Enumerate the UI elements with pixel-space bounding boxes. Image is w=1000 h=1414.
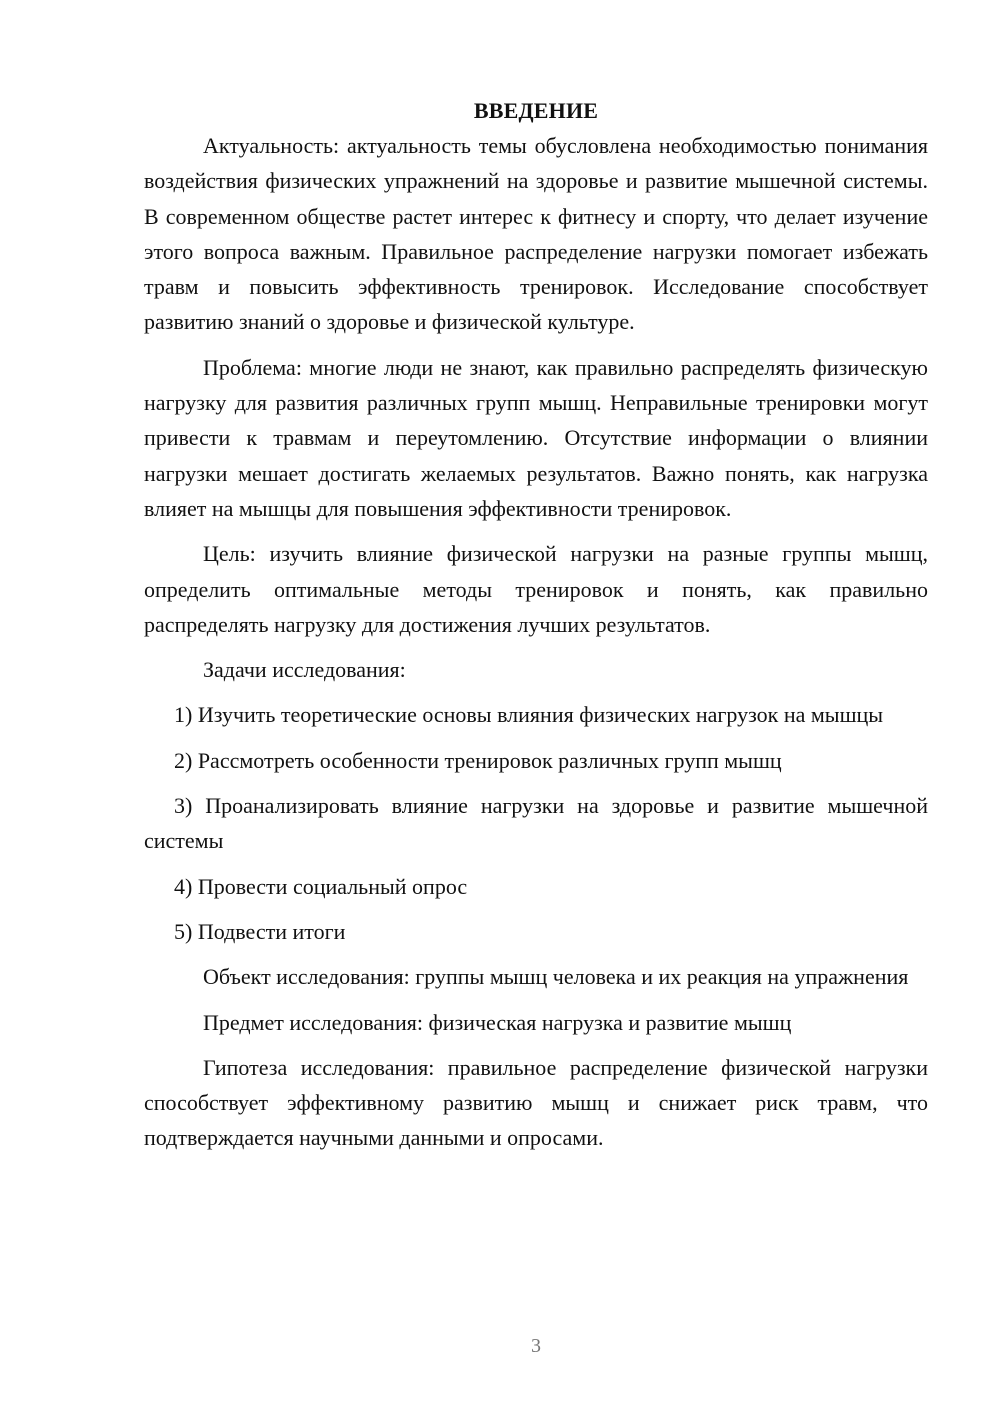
task-item-3: 3) Проанализировать влияние нагрузки на здоровье и развитие мышечной системы [144,793,928,854]
hypothesis-paragraph: Гипотеза исследования: правильное распределение физической нагрузки способствует эффективному развитию мышц и снижает риск травм, что подтверждается научными данными и опросами. [144,1054,928,1151]
object-paragraph: Объект исследования: группы мышц человека и их реакция на упражнения [203,964,909,990]
task-item-4: 4) Провести социальный опрос [174,873,468,899]
page-number: 3 [531,1335,541,1357]
relevance-paragraph: Актуальность: актуальность темы обусловлена необходимостью понимания воздействия физических упражнений на здоровье и развитие мышечной системы. В современном обществе растет интерес к фитнесу и спорту, что делает изучение этого вопроса важным. Правильное распределение нагрузки помогает избежать травм и повысить эффективность тренировок. Исследование способствует развитию знаний о здоровье и физической культуре. [144,133,928,335]
subject-paragraph: Предмет исследования: физическая нагрузка и развитие мышц [203,1009,792,1035]
task-item-5: 5) Подвести итоги [174,918,346,944]
section-title: ВВЕДЕНИЕ [473,98,599,123]
tasks-heading: Задачи исследования: [203,657,406,683]
page-content [144,93,928,1166]
task-item-2: 2) Рассмотреть особенности тренировок различных групп мышц [174,747,782,773]
goal-paragraph: Цель: изучить влияние физической нагрузки на разные группы мышц, определить оптимальные методы тренировок и понять, как правильно распределять нагрузку для достижения лучших результатов. [144,541,928,637]
problem-paragraph: Проблема: многие люди не знают, как правильно распределять физическую нагрузку для развития различных групп мышц. Неправильные тренировки могут привести к травмам и переутомлению. Отсутствие информации о влиянии нагрузки мешает достигать желаемых результатов. Важно понять, как нагрузка влияет на мышцы для повышения эффективности тренировок. [144,354,928,521]
task-item-1: 1) Изучить теоретические основы влияния физических нагрузок на мышцы [174,702,884,728]
